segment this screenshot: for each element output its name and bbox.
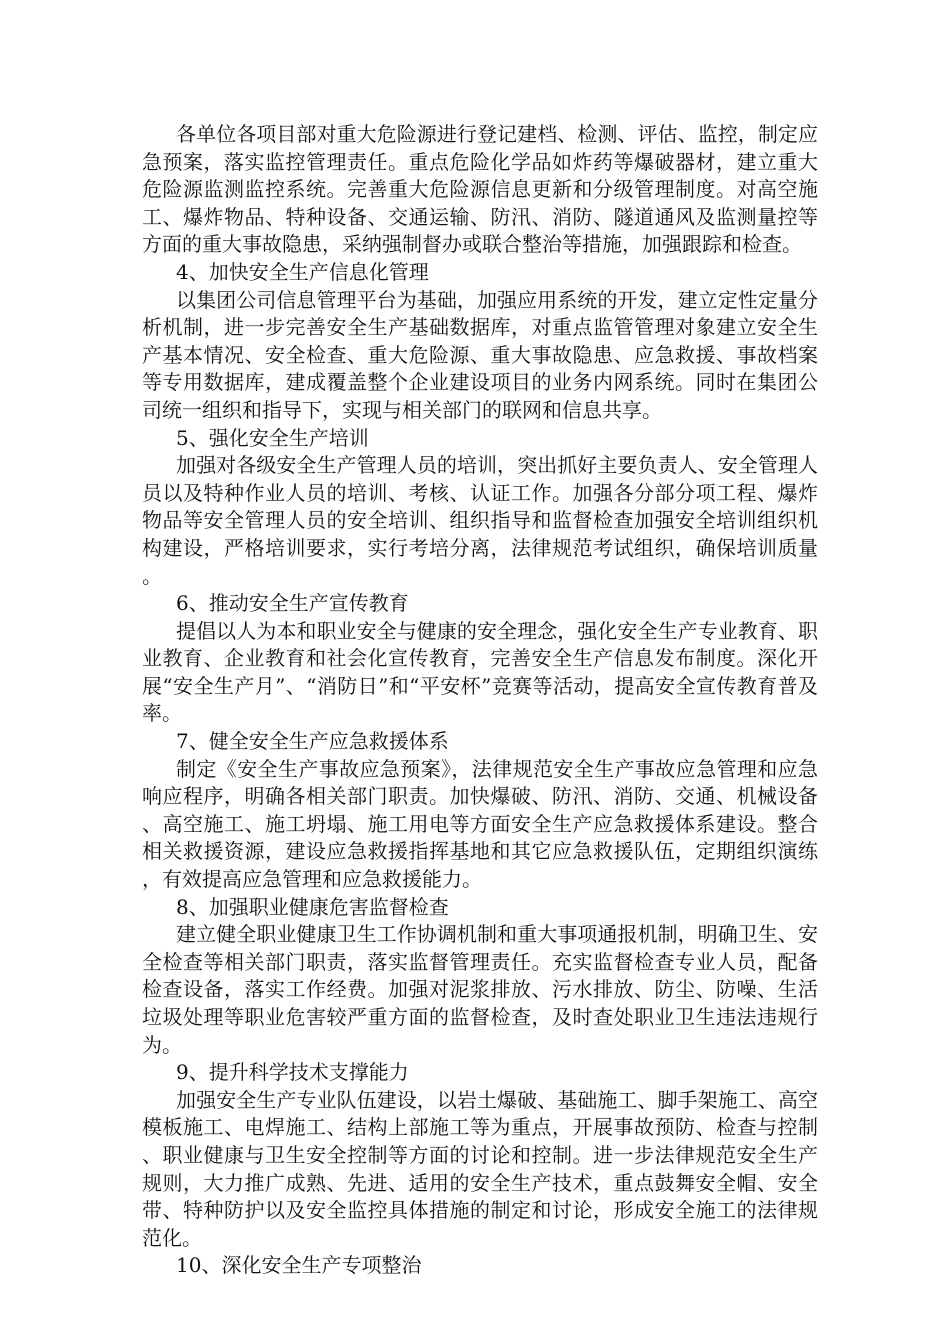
paragraph-informatization: 以集团公司信息管理平台为基础，加强应用系统的开发，建立定性定量分析机制，进一步完善安全生产基础数据库，对重点监管管理对象建立安全生产基本情况、安全检查、重大危险源、重大事故隐患、应急救援、事故档案等专用数据库，建成覆盖整个企业建设项目的业务内网系统。同时在集团公司统一组织和指导下，实现与相关部门的联网和信息共享。 [142,287,818,422]
paragraph-hazard-sources: 各单位各项目部对重大危险源进行登记建档、检测、评估、监控，制定应急预案，落实监控管理责任。重点危险化学品如炸药等爆破器材，建立重大危险源监测监控系统。完善重大危险源信息更新和分级管理制度。对高空施工、爆炸物品、特种设备、交通运输、防汛、消防、隧道通风及监测量控等方面的重大事故隐患，采纳强制督办或联合整治等措施，加强跟踪和检查。 [142,122,818,257]
section-heading-5: 5、强化安全生产培训 [176,425,369,450]
paragraph-occupational-health: 建立健全职业健康卫生工作协调机制和重大事项通报机制，明确卫生、安全检查等相关部门职责，落实监督管理责任。充实监督检查专业人员，配备检查设备，落实工作经费。加强对泥浆排放、污水排放、防尘、防噪、生活垃圾处理等职业危害较严重方面的监督检查，及时查处职业卫生违法违规行为。 [142,922,818,1057]
section-heading-4: 4、加快安全生产信息化管理 [176,259,429,284]
paragraph-emergency-rescue: 制定《安全生产事故应急预案》，法律规范安全生产事故应急管理和应急响应程序，明确各相关部门职责。加快爆破、防汛、消防、交通、机械设备、高空施工、施工坍塌、施工用电等方面安全生产应急救援体系建设。整合相关救援资源，建设应急救援指挥基地和其它应急救援队伍，定期组织演练，有效提高应急管理和应急救援能力。 [142,756,818,892]
paragraph-technology-support: 加强安全生产专业队伍建设，以岩土爆破、基础施工、脚手架施工、高空模板施工、电焊施工、结构上部施工等为重点，开展事故预防、检查与控制、职业健康与卫生安全控制等方面的讨论和控制。进一步法律规范安全生产规则，大力推广成熟、先进、适用的安全生产技术，重点鼓舞安全帽、安全带、特种防护以及安全监控具体措施的制定和讨论，形成安全施工的法律规范化。 [142,1087,818,1250]
section-heading-7: 7、健全安全生产应急救援体系 [176,729,449,754]
section-heading-9: 9、提升科学技术支撑能力 [176,1060,409,1085]
section-heading-6: 6、推动安全生产宣传教育 [176,591,409,616]
document-body [142,121,818,1280]
section-heading-8: 8、加强职业健康危害监督检查 [176,894,449,919]
section-heading-10: 10、深化安全生产专项整治 [176,1253,422,1278]
paragraph-publicity: 提倡以人为本和职业安全与健康的安全理念，强化安全生产专业教育、职业教育、企业教育和社会化宣传教育，完善安全生产信息发布制度。深化开展“安全生产月”、“消防日”和“平安杯”竞赛等活动，提高安全宣传教育普及率。 [142,618,818,726]
paragraph-training: 加强对各级安全生产管理人员的培训，突出抓好主要负责人、安全管理人员以及特种作业人员的培训、考核、认证工作。加强各分部分项工程、爆炸物品等安全管理人员的安全培训、组织指导和监督检查加强安全培训组织机构建设，严格培训要求，实行考培分离，法律规范考试组织，确保培训质量。 [142,453,818,588]
